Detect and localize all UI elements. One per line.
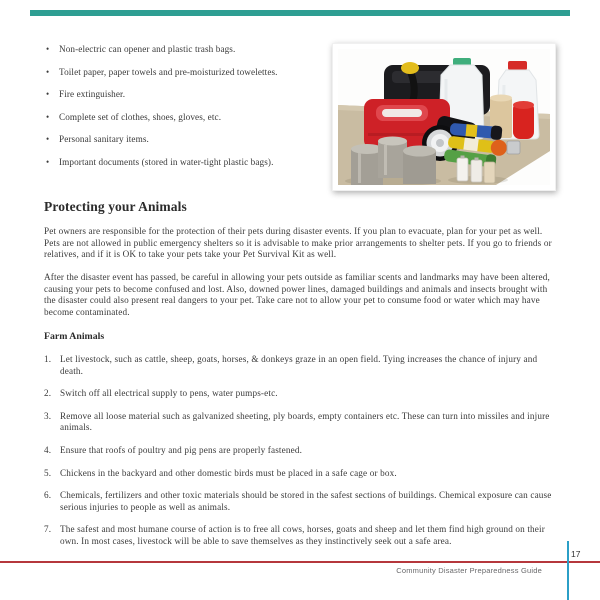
item-text: Chemicals, fertilizers and other toxic materials should be stored in the safest sections of buildings. Chemical exposure can cause serious injuries to people as well as animals. (60, 490, 552, 512)
top-accent-bar (30, 10, 570, 16)
bullet-icon: • (46, 111, 50, 122)
list-item (44, 524, 560, 547)
list-item (46, 157, 331, 168)
supply-item-text: Toilet paper, paper towels and pre-moisturized towelettes. (59, 66, 278, 77)
item-text: Remove all loose material such as galvanized sheeting, ply boards, empty containers etc. These can turn into missiles and injure animals. (60, 410, 550, 433)
item-number: 5. (44, 467, 52, 478)
list-item (44, 445, 560, 457)
list-item (44, 490, 560, 513)
item-text: Ensure that roofs of poultry and pig pens are properly fastened. (60, 444, 303, 455)
emergency-supplies-photo (332, 43, 556, 191)
supply-item-text: Important documents (stored in water-tight plastic bags). (59, 156, 274, 167)
subsection-heading: Farm Animals (44, 331, 105, 342)
item-number: 1. (44, 354, 52, 364)
page-number: 17 (571, 549, 581, 559)
item-text: Switch off all electrical supply to pens, water pumps-etc. (60, 388, 278, 399)
item-number: 3. (44, 410, 52, 421)
list-item (46, 134, 331, 145)
supply-item-text: Personal sanitary items. (59, 134, 149, 144)
item-number: 2. (44, 388, 52, 399)
footer-title: Community Disaster Preparedness Guide (396, 566, 542, 575)
item-text: Chickens in the backyard and other domestic birds must be placed in a safe cage or box. (60, 467, 397, 478)
paragraph-pet-owners: Pet owners are responsible for the protection of their pets during disaster events. If you plan to evacuate, plan for your pet as well. Pets are not allowed in public emergency shelters so it is advisable to make prior arrangements to shelter pets. If you go to friends or relatives, and if it is OK to take your pets take your Pet Survival Kit as well. (44, 226, 552, 260)
square-battery (507, 141, 520, 154)
item-number: 4. (44, 444, 52, 455)
bullet-icon: • (46, 89, 50, 99)
list-item (46, 44, 331, 55)
footer-accent-line (567, 541, 569, 600)
bullet-icon: • (46, 66, 50, 77)
list-item (44, 411, 560, 434)
list-item (46, 67, 331, 78)
paragraph-after-disaster: After the disaster event has passed, be careful in allowing your pets outside as familiar scents and landmarks may have been altered, causing your pets to become confused and lost. Also, downed power lines, damaged buildings and animals and insects brought with the disaster could also present real dangers to your pet. Take care not to allow your pet to consume food or water which may have become contaminated. (44, 272, 550, 317)
list-item (44, 388, 560, 400)
supply-item-text: Non-electric can opener and plastic trash bags. (59, 44, 236, 54)
supply-item-text: Complete set of clothes, shoes, gloves, etc. (59, 111, 222, 122)
item-number: 7. (44, 524, 52, 535)
footer-rule (0, 561, 600, 563)
supply-checklist (46, 44, 331, 179)
section-heading: Protecting your Animals (44, 199, 187, 214)
supply-item-text: Fire extinguisher. (59, 89, 126, 99)
item-number: 6. (44, 490, 52, 501)
canister-red (513, 101, 534, 139)
bullet-icon: • (46, 156, 50, 167)
supplies-photo-illustration (338, 49, 550, 185)
list-item (46, 112, 331, 123)
item-text: The safest and most humane course of action is to free all cows, horses, goats and sheep and let them find high ground on their own. In most cases, livestock will be able to save themselves as they instinctively seek out a safe area. (60, 524, 545, 546)
bullet-icon: • (46, 134, 50, 144)
list-item (44, 468, 560, 480)
item-text: Let livestock, such as cattle, sheep, goats, horses, & donkeys graze in an open field. Tying increases the chance of injury and death. (60, 354, 538, 376)
list-item (46, 89, 331, 100)
list-item (44, 354, 560, 377)
farm-animals-list (44, 354, 560, 559)
bullet-icon: • (46, 44, 50, 54)
